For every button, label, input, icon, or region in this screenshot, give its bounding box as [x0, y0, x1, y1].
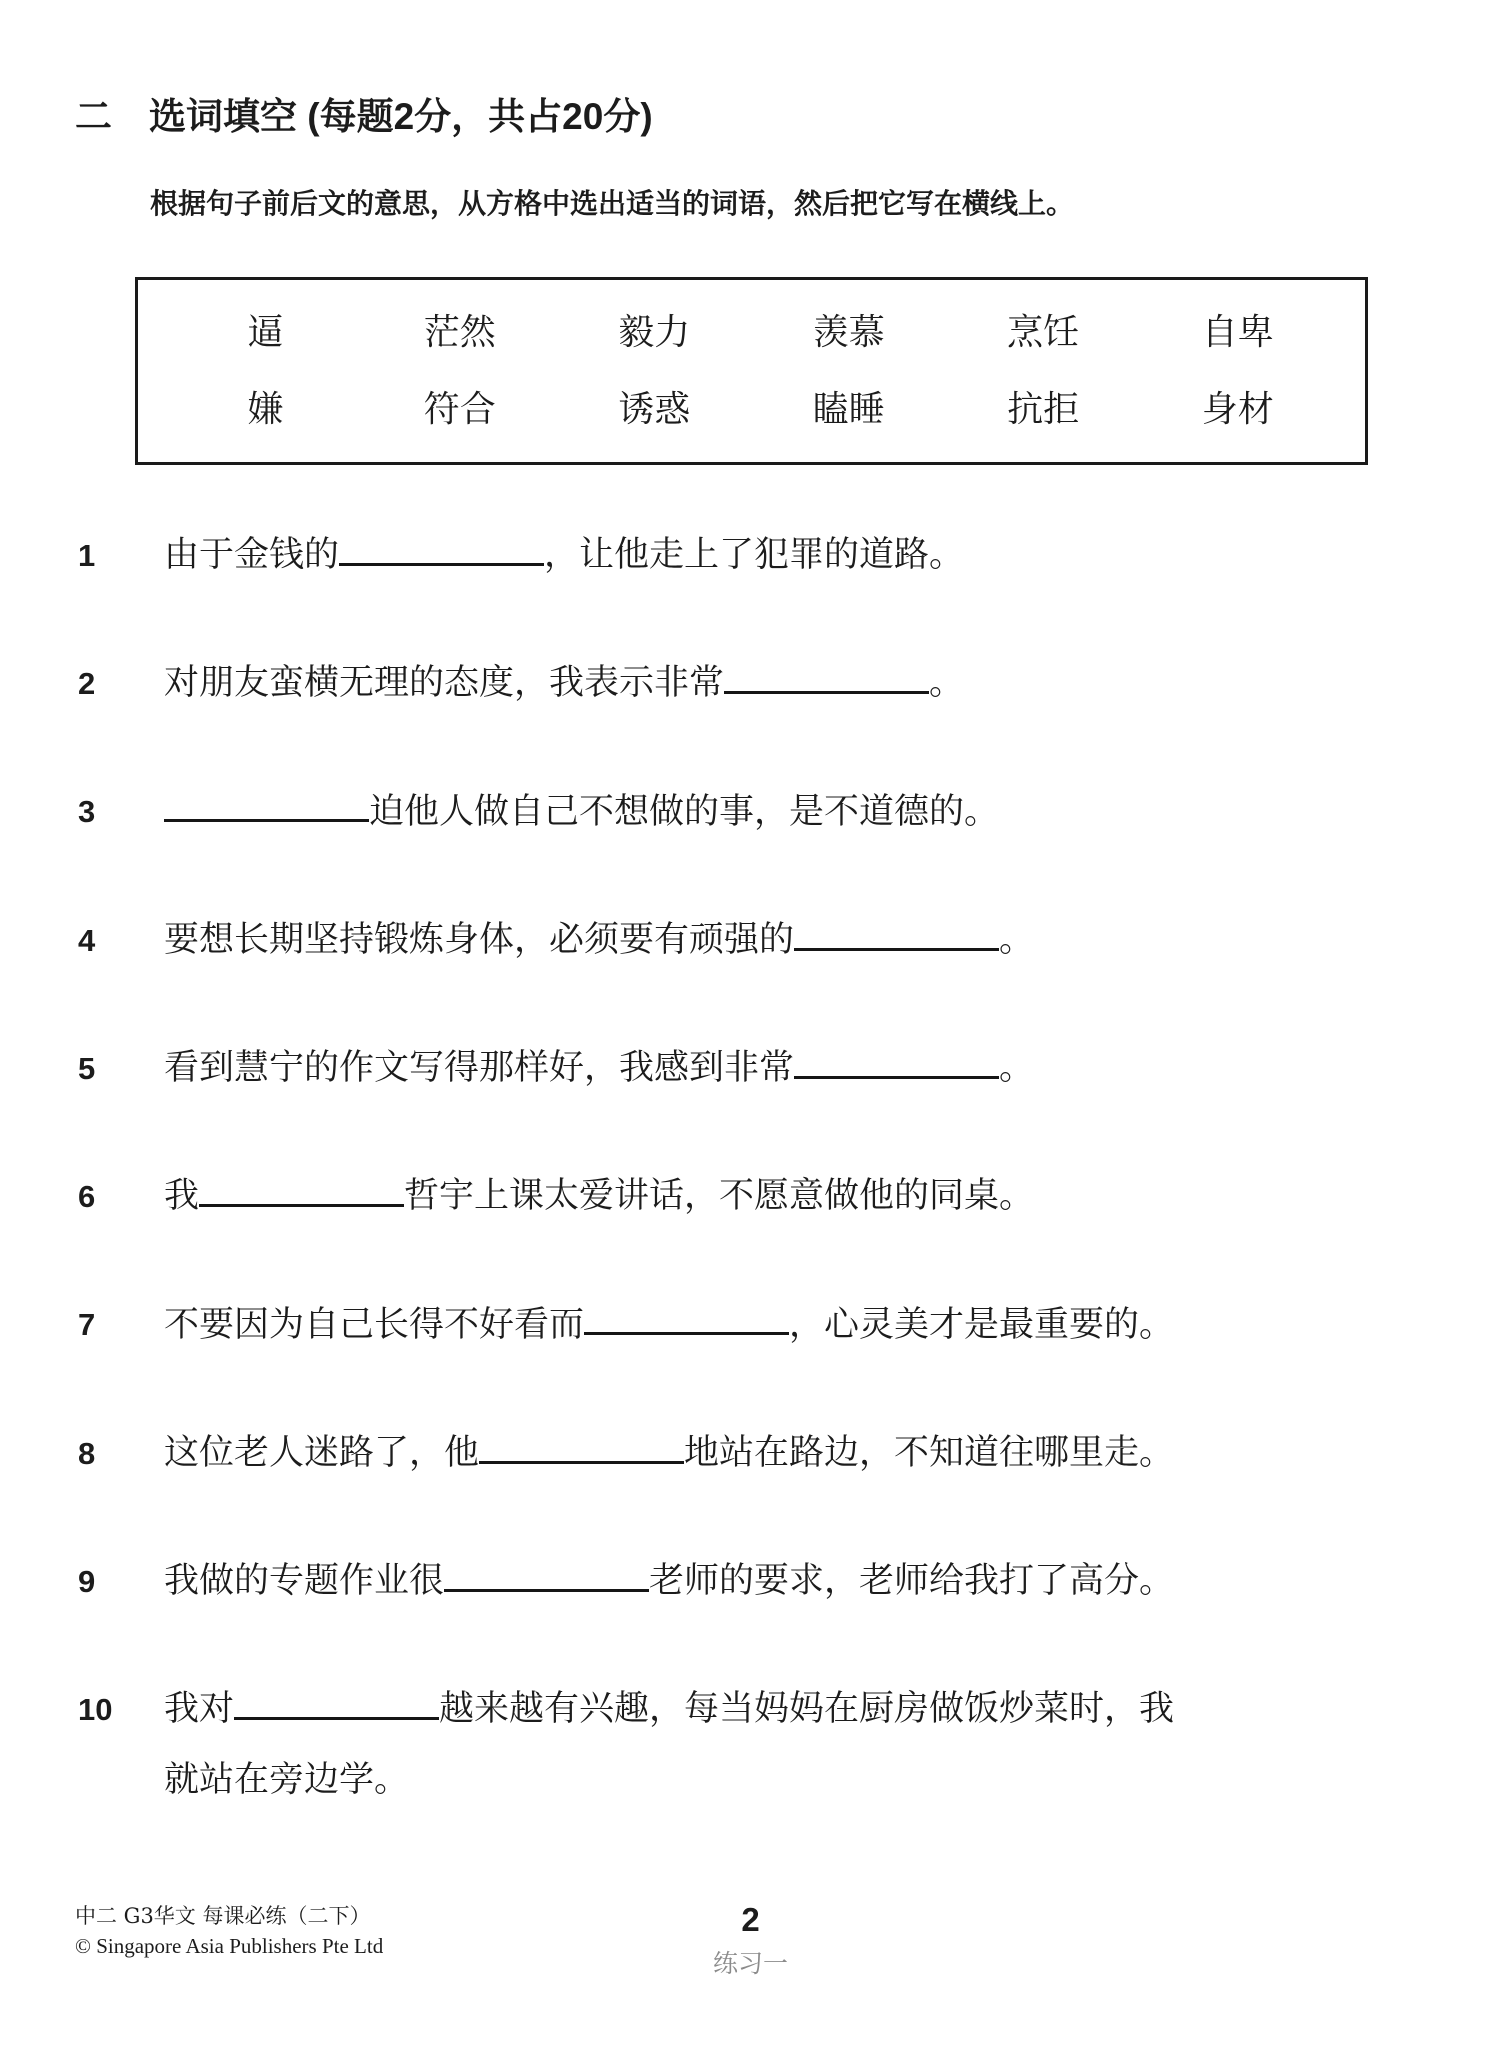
word-bank-word: 瞌睡	[812, 389, 885, 430]
question-second-line: 就站在旁边学。	[164, 1759, 410, 1800]
answer-blank-line	[794, 1039, 999, 1079]
question-post-text: 地站在路边，不知道往哪里走。	[684, 1432, 1175, 1473]
answer-blank-line	[724, 654, 929, 694]
page-number: 2	[741, 1901, 760, 1938]
word-bank	[135, 277, 1368, 465]
question-text	[164, 911, 1453, 966]
word-bank-word: 毅力	[618, 312, 691, 353]
question-number: 9	[78, 1563, 96, 1599]
question-number: 8	[78, 1435, 96, 1471]
question-number: 3	[78, 794, 96, 830]
exercise-label: 练习一	[712, 1949, 788, 1978]
section-title: 选词填空 (每题2分，共占20分)	[149, 96, 653, 137]
question-row	[78, 783, 1453, 838]
question-pre-text: 这位老人迷路了，他	[164, 1432, 480, 1473]
word-bank-word: 烹饪	[1007, 312, 1080, 353]
question-post-text: 。	[999, 1047, 1035, 1088]
question-text	[164, 1424, 1453, 1479]
word-bank-word: 嫌	[247, 389, 284, 430]
question-text	[164, 1039, 1453, 1094]
question-pre-text: 不要因为自己长得不好看而	[164, 1304, 585, 1345]
answer-blank-line	[479, 1424, 684, 1464]
word-bank-word: 自卑	[1201, 312, 1274, 353]
question-text	[164, 654, 1453, 709]
question-row	[78, 526, 1453, 581]
question-post-text: 。	[999, 919, 1035, 960]
word-bank-row	[168, 381, 1335, 432]
question-number: 1	[78, 537, 96, 573]
word-bank-word: 逼	[247, 312, 284, 353]
question-row	[78, 1424, 1453, 1479]
question-row	[78, 1552, 1453, 1607]
question-pre-text: 我对	[164, 1689, 235, 1729]
question-text	[164, 526, 1453, 581]
question-post-text: 越来越有兴趣，每当妈妈在厨房做饭炒菜时，我	[439, 1689, 1175, 1729]
section-instruction: 根据句子前后文的意思，从方格中选出适当的词语，然后把它写在横线上。	[150, 188, 1075, 219]
question-post-text: 迫他人做自己不想做的事，是不道德的。	[369, 791, 1000, 832]
question-row	[78, 654, 1453, 709]
footer-book-info: 中二 G3华文 每课必练（二下）	[75, 1904, 371, 1928]
question-row	[78, 1296, 1453, 1351]
question-post-text: 老师的要求，老师给我打了高分。	[649, 1560, 1175, 1601]
question-text	[164, 1296, 1453, 1351]
question-text	[164, 1552, 1453, 1607]
section-header	[75, 86, 653, 140]
question-row	[78, 911, 1453, 966]
footer-center	[0, 1903, 1501, 1980]
answer-blank-line	[199, 1167, 404, 1207]
answer-blank-line	[444, 1552, 649, 1592]
question-number: 7	[78, 1307, 96, 1343]
question-post-text: ，让他走上了犯罪的道路。	[544, 534, 965, 575]
word-bank-word: 抗拒	[1007, 389, 1080, 430]
answer-blank-line	[794, 911, 999, 951]
answer-blank-line	[339, 526, 544, 566]
question-text	[164, 783, 1453, 838]
question-post-text: 哲宇上课太爱讲话，不愿意做他的同桌。	[404, 1176, 1035, 1216]
word-bank-word: 茫然	[423, 312, 496, 353]
question-pre-text: 我做的专题作业很	[164, 1560, 445, 1601]
question-pre-text: 我	[164, 1176, 200, 1216]
answer-blank-line	[234, 1680, 439, 1720]
question-list	[78, 526, 1453, 1879]
question-pre-text: 看到慧宁的作文写得那样好，我感到非常	[164, 1047, 795, 1088]
question-pre-text: 对朋友蛮横无理的态度，我表示非常	[164, 663, 725, 703]
footer-copyright: © Singapore Asia Publishers Pte Ltd	[75, 1934, 384, 1959]
answer-blank-line	[584, 1296, 789, 1336]
question-text	[164, 1680, 1453, 1806]
word-bank-row	[168, 304, 1335, 355]
section-number: 二	[75, 96, 113, 137]
question-post-text: 。	[929, 663, 965, 703]
word-bank-word: 身材	[1201, 389, 1274, 430]
question-pre-text: 要想长期坚持锻炼身体，必须要有顽强的	[164, 919, 795, 960]
question-post-text: ，心灵美才是最重要的。	[789, 1304, 1175, 1345]
word-bank-word: 符合	[423, 389, 496, 430]
question-number: 2	[78, 666, 96, 701]
question-number: 10	[78, 1692, 113, 1727]
word-bank-word: 羡慕	[812, 312, 885, 353]
question-row	[78, 1039, 1453, 1094]
question-number: 6	[78, 1179, 96, 1214]
question-row	[78, 1167, 1453, 1222]
question-text	[164, 1167, 1453, 1222]
question-number: 4	[78, 922, 96, 958]
question-pre-text: 由于金钱的	[164, 534, 340, 575]
question-number: 5	[78, 1050, 96, 1086]
question-row	[78, 1680, 1453, 1806]
word-bank-word: 诱惑	[618, 389, 691, 430]
answer-blank-line	[164, 783, 369, 823]
